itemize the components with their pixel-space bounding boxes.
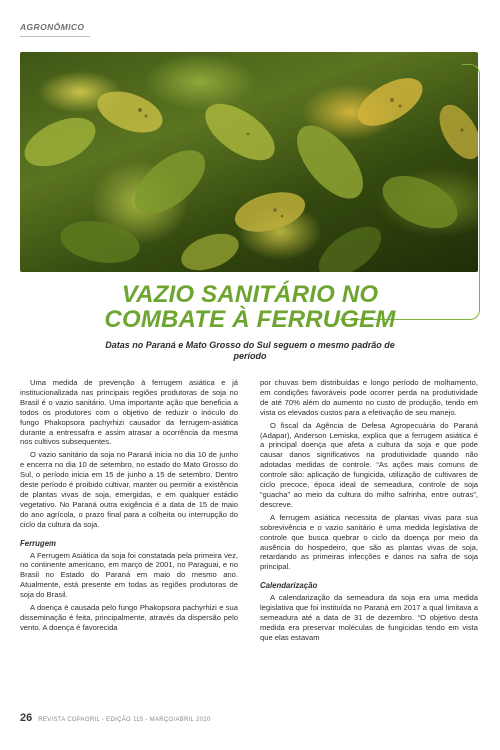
leaf-illustration: [20, 52, 478, 272]
paragraph: A doença é causada pelo fungo Phakopsora pachyrhizi e sua disseminação é feita, principalmente, através da dispersão pelo vento. A doença é favorecida: [20, 603, 238, 632]
headline-line-2: COMBATE À FERRUGEM: [104, 306, 396, 333]
left-column: [20, 378, 238, 636]
section-heading-calendarizacao: Calendarização: [260, 581, 318, 591]
section-heading-ferrugem: Ferrugem: [20, 538, 56, 548]
page-footer: [20, 712, 211, 726]
page-number: 26: [20, 712, 33, 724]
paragraph: Uma medida de prevenção à ferrugem asiática e já institucionalizada nas principais regiões produtoras de soja no Brasil é o vazio sanitário. Uma importante ação que beneficia a todos os produtores com o objetivo de reduzir o inóculo do fungo Phakopsora pachyrhizi causador da ferrugem-asiática durante a entressafra e assim atrasar a ocorrência da mesma nos cultivos subsequentes.: [20, 378, 238, 447]
paragraph: A Ferrugem Asiática da soja foi constatada pela primeira vez, no continente americano, em março de 2001, no Paraguai, e no Brasil no Estado do Paraná em maio do mesmo ano. Atualmente, está presente em todas as regiões produtoras de soja do Brasil.: [20, 550, 238, 600]
section-tag: AGRONÔMICO: [20, 22, 85, 32]
headline: [40, 282, 460, 332]
decorative-frame: [462, 64, 480, 320]
paragraph: A ferrugem asiática necessita de plantas vivas para sua sobrevivência e o vazio sanitário é uma medida legislativa de controle que busca quebrar o ciclo da doença por meio da ausência do hospedeiro, que são as plantas vivas de soja, retardando as primeiras infecções e danos na safra de soja principal.: [260, 512, 478, 572]
subtitle: Datas no Paraná e Mato Grosso do Sul seguem o mesmo padrão de período: [105, 340, 395, 361]
paragraph: O vazio sanitário da soja no Paraná inicia no dia 10 de junho e encerra no dia 10 de setembro, no estado do Mato Grosso do Sul, o período inicia em 15 de junho a 15 de setembro. Dentro deste período é proibido cultivar, manter ou permitir a existência de plantas vivas de soja, emergidas, e em qualquer estádio vegetativo. No Paraná outra exigência é a data de 15 de maio do ano agrícola, o prazo final para a colheita ou interrupção do ciclo da cultura da soja.: [20, 450, 238, 529]
section-rule: [20, 36, 90, 37]
right-column: [260, 378, 478, 646]
publication-info: REVISTA COPAGRIL - EDIÇÃO 115 - MARÇO/ABRIL 2020: [38, 717, 211, 723]
paragraph: A calendarização da semeadura da soja era uma medida legislativa que foi instituída no Paraná em 2017 a qual limitava a semeadura até a data de 31 de dezembro. “O objetivo desta medida era preservar moléculas de fungicidas tendo em vista que elas estavam: [260, 593, 478, 642]
hero-photo-soybean-leaves: [20, 52, 478, 272]
paragraph: O fiscal da Agência de Defesa Agropecuária do Paraná (Adapar), Anderson Lemiska, explica que a ferrugem asiática é a principal doença que afeta a cultura da soja e que pode causar danos significativos na produtividade quando não adotadas medidas de controle. “As ações mais comuns de controle são: aplicação de fungicida, utilização de cultivares de ciclo precoce, época ideal de semeadura, controle de soja “guacha” ao meio da cultura do milho safrinha, entre outras”, descreve.: [260, 420, 478, 509]
paragraph: por chuvas bem distribuídas e longo período de molhamento, em condições favoráveis pode ocorrer perda na produtividade de até 70% além do aumento no custo de produção, tendo em vista os elevados custos para a efetivação de seu manejo.: [260, 378, 478, 417]
headline-line-1: VAZIO SANITÁRIO NO: [121, 281, 379, 308]
